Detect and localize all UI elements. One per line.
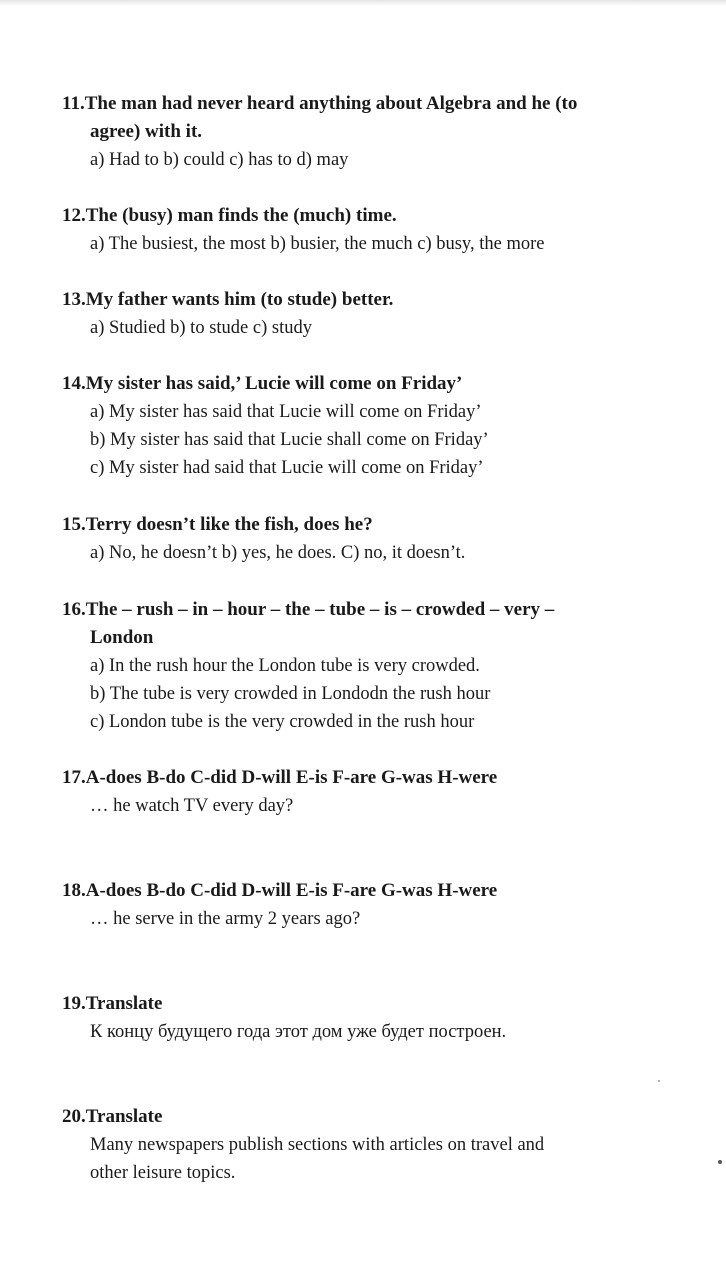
- question-text: 11.The man had never heard anything about Algebra and he (to: [62, 93, 578, 114]
- question-text: 12.The (busy) man finds the (much) time.: [62, 205, 397, 226]
- question-text: 17.A-does B-do C-did D-will E-is F-are G-was H-were: [62, 767, 498, 788]
- question-text-continued: agree) with it.: [90, 121, 203, 142]
- answer-option-a: a) My sister has said that Lucie will come on Friday’: [90, 402, 482, 422]
- question-text: 20.Translate: [62, 1106, 163, 1127]
- question-19: [62, 990, 682, 1046]
- question-text: 15.Terry doesn’t like the fish, does he?: [62, 514, 373, 535]
- question-18: [62, 877, 682, 933]
- scan-speck: [658, 1080, 660, 1082]
- question-text-continued: London: [90, 627, 154, 648]
- question-14: [62, 370, 682, 482]
- question-text: 13.My father wants him (to stude) better.: [62, 289, 394, 310]
- question-20: [62, 1103, 682, 1187]
- answer-option-b: b) The tube is very crowded in Londodn the rush hour: [90, 684, 491, 704]
- question-12: [62, 202, 682, 258]
- translation-sentence-continued: other leisure topics.: [90, 1163, 236, 1183]
- question-sentence: … he serve in the army 2 years ago?: [90, 909, 361, 929]
- question-text: 14.My sister has said,’ Lucie will come on Friday’: [62, 373, 463, 394]
- question-text: 18.A-does B-do C-did D-will E-is F-are G-was H-were: [62, 880, 498, 901]
- question-text: 19.Translate: [62, 993, 163, 1014]
- answer-option-b: b) My sister has said that Lucie shall come on Friday’: [90, 430, 489, 450]
- question-15: [62, 511, 682, 567]
- answer-option-a: a) In the rush hour the London tube is very crowded.: [90, 656, 480, 676]
- answer-options: a) Had to b) could c) has to d) may: [90, 150, 349, 170]
- question-17: [62, 764, 682, 820]
- translation-sentence: К концу будущего года этот дом уже будет построен.: [90, 1022, 507, 1042]
- question-13: [62, 286, 682, 342]
- question-16: [62, 596, 682, 736]
- answer-options: a) Studied b) to stude c) study: [90, 318, 312, 338]
- scan-edge: [0, 0, 726, 6]
- translation-sentence: Many newspapers publish sections with articles on travel and: [90, 1135, 545, 1155]
- question-11: [62, 90, 682, 174]
- question-sentence: … he watch TV every day?: [90, 796, 294, 816]
- answer-options: a) The busiest, the most b) busier, the much c) busy, the more: [90, 234, 545, 254]
- scan-speck: [718, 1160, 722, 1164]
- answer-options: a) No, he doesn’t b) yes, he does. C) no, it doesn’t.: [90, 543, 466, 563]
- question-text: 16.The – rush – in – hour – the – tube – is – crowded – very –: [62, 599, 555, 620]
- answer-option-c: c) London tube is the very crowded in the rush hour: [90, 712, 475, 732]
- answer-option-c: c) My sister had said that Lucie will come on Friday’: [90, 458, 484, 478]
